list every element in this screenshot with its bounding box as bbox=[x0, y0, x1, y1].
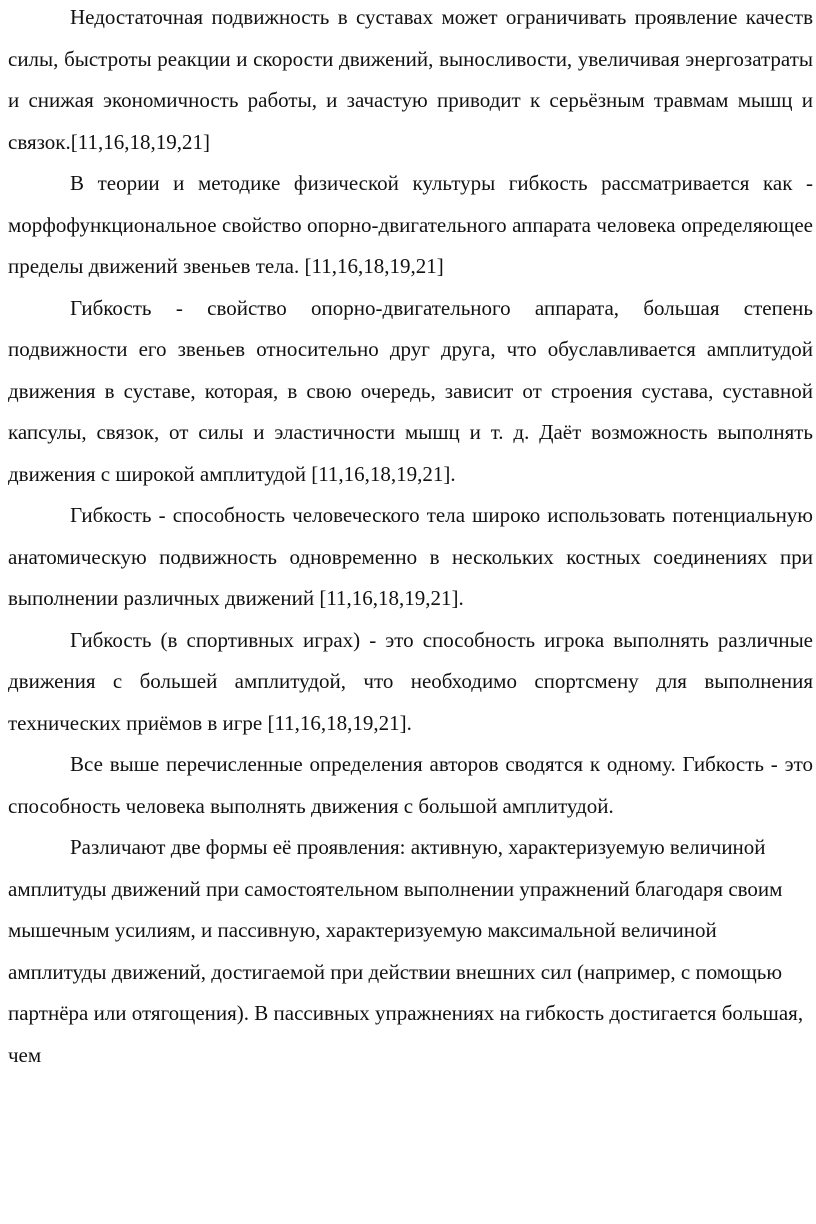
paragraph-flexibility-property: Гибкость - свойство опорно-двигательного аппарата, большая степень подвижности его звеньев относительно друг друга, что обуславливается амплитудой движения в суставе, которая, в свою очередь, зависит от строения сустава, суставной капсулы, связок, от силы и эластичности мышц и т. д. Даёт возможность выполнять движения с широкой амплитудой [11,16,18,19,21]. bbox=[8, 295, 813, 486]
paragraph-summary: Все выше перечисленные определения авторов сводятся к одному. Гибкость - это способность человека выполнять движения с большой амплитудой. bbox=[8, 752, 813, 818]
paragraph-flexibility-ability: Гибкость - способность человеческого тела широко использовать потенциальную анатомическую подвижность одновременно в нескольких костных соединениях при выполнении различных движений [11,16,18,19,21]. bbox=[8, 503, 813, 610]
paragraph-theory-definition: В теории и методике физической культуры гибкость рассматривается как - морфофункциональное свойство опорно-двигательного аппарата человека определяющее пределы движений звеньев тела. [11,16,18,19,21] bbox=[8, 171, 813, 278]
document-page bbox=[8, 0, 813, 1076]
paragraph-joint-mobility: Недостаточная подвижность в суставах может ограничивать проявление качеств силы, быстроты реакции и скорости движений, выносливости, увеличивая энергозатраты и снижая экономичность работы, и зачастую приводит к серьёзным травмам мышц и связок.[11,16,18,19,21] bbox=[8, 5, 813, 154]
paragraph-flexibility-sports: Гибкость (в спортивных играх) - это способность игрока выполнять различные движения с большей амплитудой, что необходимо спортсмену для выполнения технических приёмов в игре [11,16,18,19,21]. bbox=[8, 627, 813, 735]
paragraph-forms: Различают две формы её проявления: активную, характеризуемую величиной амплитуды движений при самостоятельном выполнении упражнений благодаря своим мышечным усилиям, и пассивную, характеризуемую максимальной величиной амплитуды движений, достигаемой при действии внешних сил (например, с помощью партнёра или отягощения). В пассивных упражнениях на гибкость достигается большая, чем bbox=[8, 835, 804, 1067]
